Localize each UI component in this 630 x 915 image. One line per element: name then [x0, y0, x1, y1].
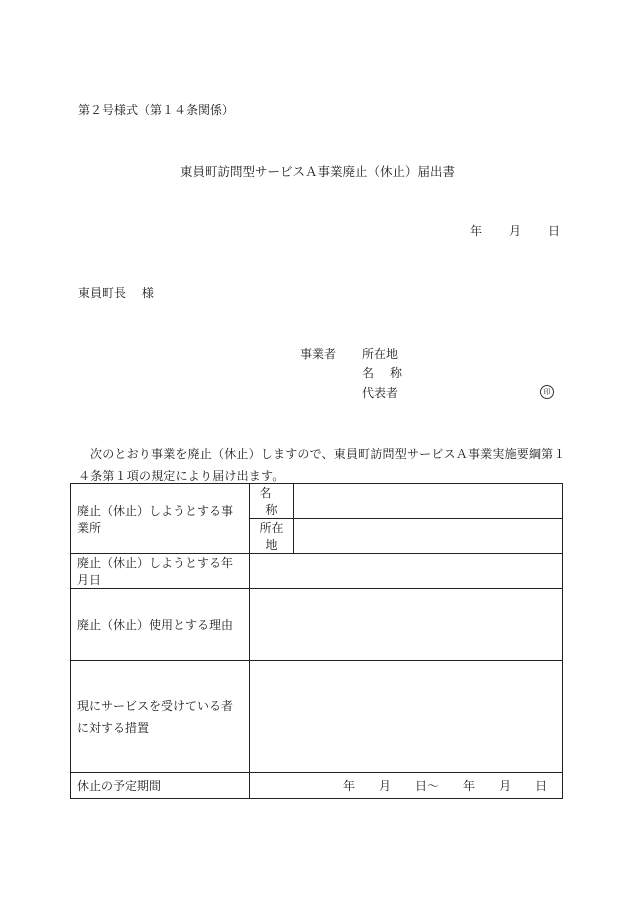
date-year-label: 年 [470, 224, 483, 238]
closure-date-label: 廃止（休止）しようとする年月日 [71, 554, 250, 589]
statement-text: 次のとおり事業を廃止（休止）しますので、東員町訪問型サービスＡ事業実施要綱第１４条第１項の規定により届け出ます。 [78, 447, 566, 483]
facility-label: 廃止（休止）しようとする事業所 [71, 484, 250, 554]
facility-address-field[interactable] [294, 519, 563, 554]
seal-icon: 印 [540, 385, 554, 399]
period-end-year: 年 [463, 779, 476, 793]
period-end-month: 月 [499, 779, 512, 793]
applicant-name-label [362, 364, 402, 381]
applicant-name-label-part1: 名 [362, 366, 375, 380]
applicant-address-label: 所在地 [362, 347, 399, 361]
table-row [71, 554, 563, 589]
period-start-month: 月 [379, 779, 392, 793]
facility-name-label-part1: 名 [259, 486, 272, 500]
suspension-period-label: 休止の予定期間 [71, 773, 250, 799]
table-row [71, 773, 563, 799]
closure-date-field[interactable] [250, 554, 563, 589]
table-row [71, 661, 563, 773]
document-title: 東員町訪問型サービスＡ事業廃止（休止）届出書 [180, 164, 456, 179]
suspension-period-field[interactable] [250, 773, 563, 799]
addressee-name: 東員町長 [78, 286, 127, 300]
suspension-period-values [256, 777, 556, 794]
period-start-year: 年 [343, 779, 356, 793]
date-month-label: 月 [508, 224, 521, 238]
facility-name-field[interactable] [294, 484, 563, 519]
table-row [71, 484, 563, 519]
date-day-label: 日 [547, 224, 560, 238]
applicant-name-label-part2: 称 [390, 366, 403, 380]
closure-reason-field[interactable] [250, 589, 563, 661]
submission-date [470, 222, 560, 239]
addressee [78, 284, 154, 301]
form-number: 第２号様式（第１４条関係） [78, 103, 235, 117]
period-start-day: 日〜 [415, 779, 440, 793]
addressee-honorific: 様 [141, 286, 154, 300]
applicant-role-label: 事業者 [300, 347, 337, 361]
facility-address-label: 所在地 [250, 519, 294, 554]
facility-name-label [250, 484, 294, 519]
period-end-day: 日 [535, 779, 548, 793]
service-measures-label: 現にサービスを受けている者に対する措置 [71, 661, 250, 773]
table-row [71, 589, 563, 661]
closure-reason-label: 廃止（休止）使用とする理由 [71, 589, 250, 661]
facility-name-label-part2: 称 [265, 503, 278, 517]
service-measures-field[interactable] [250, 661, 563, 773]
applicant-representative-label: 代表者 [362, 386, 399, 400]
notification-form-table [70, 483, 563, 799]
